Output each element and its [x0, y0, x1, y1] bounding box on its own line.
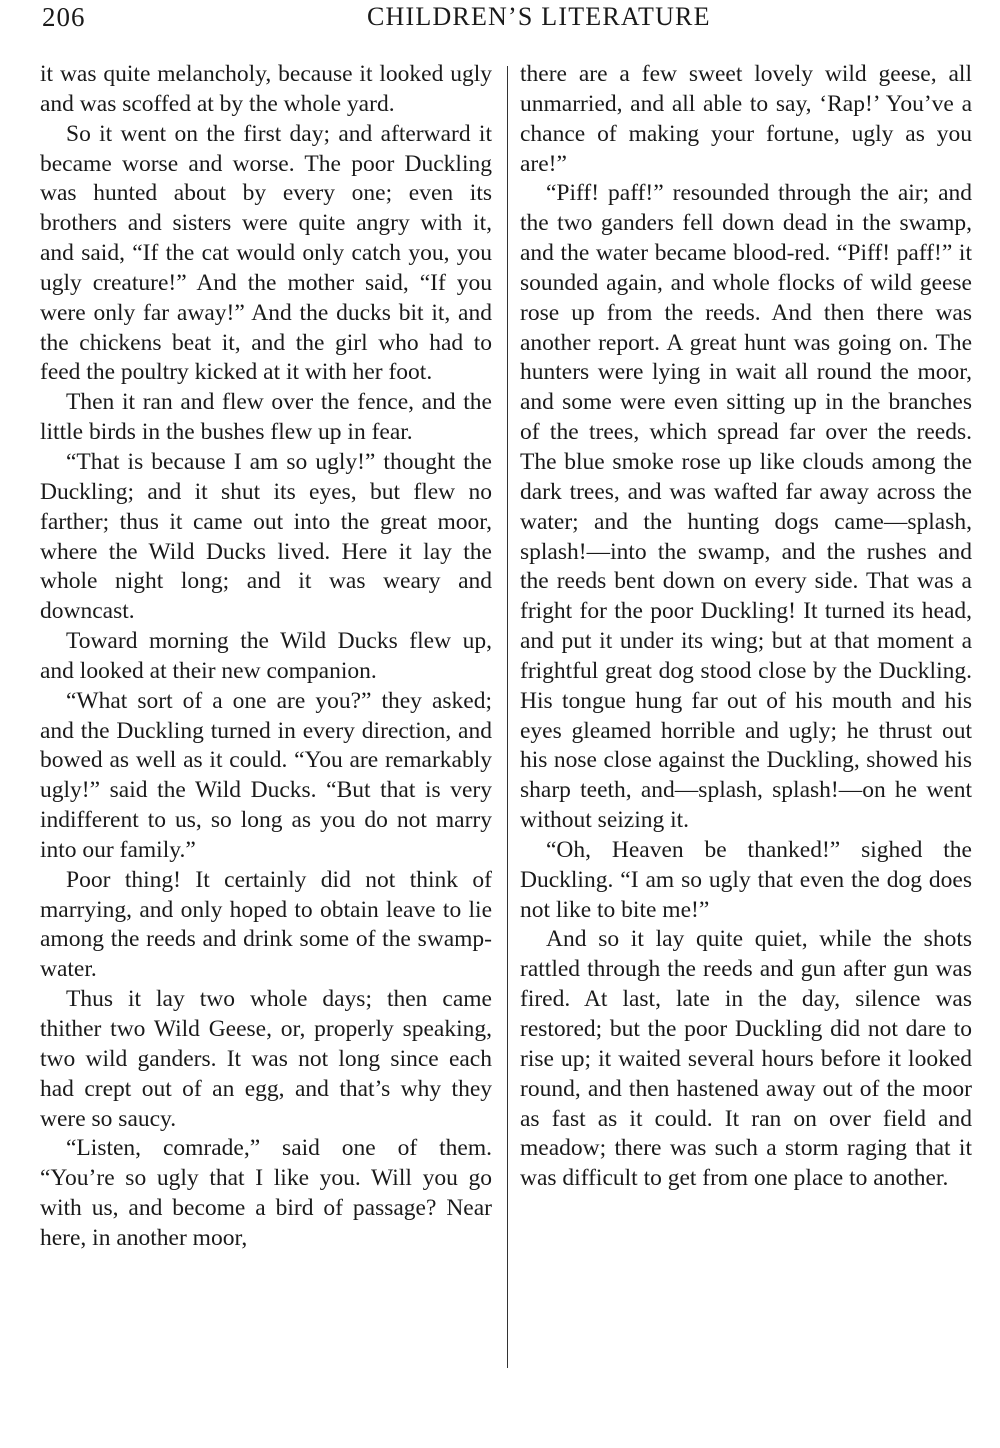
paragraph: “What sort of a one are you?” they asked; and the Duckling turned in every direction, and bowed as well as it could. “You are remarkably ugly!” said the Wild Ducks. “But that is very indifferent to us, so long as you do not marry into our family.”	[40, 687, 492, 863]
left-column	[40, 60, 492, 1254]
paragraph: “That is because I am so ugly!” thought the Duckling; and it shut its eyes, but flew no farther; thus it came out into the great moor, where the Wild Ducks lived. Here it lay the whole night long; and it was weary and downcast.	[40, 448, 492, 625]
paragraph: Poor thing! It certainly did not think of marrying, and only hoped to obtain leave to lie among the reeds and drink some of the swamp-water.	[40, 866, 492, 983]
paragraph: And so it lay quite quiet, while the shots rattled through the reeds and gun after gun was fired. At last, late in the day, silence was restored; but the poor Duckling did not dare to rise up; it waited several hours before it looked round, and then hastened away out of the moor as fast as it could. It ran on over field and meadow; there was such a storm raging that it was difficult to get from one place to another.	[520, 926, 972, 1192]
paragraph: “Piff! paff!” resounded through the air; and the two ganders fell down dead in the swamp, and the water became blood-red. “Piff! paff!” it sounded again, and whole flocks of wild geese rose up from the reeds. And then there was another report. A great hunt was going on. The hunters were lying in wait all round the moor, and some were even sitting up in the branches of the trees, which spread far over the reeds. The blue smoke rose up like clouds among the dark trees, and was wafted far away across the water; and the hunting dogs came—splash, splash!—into the swamp, and the rushes and the reeds bent down on every side. That was a fright for the poor Duckling! It turned its head, and put it under its wing; but at that moment a frightful great dog stood close by the Duckling. His tongue hung far out of his mouth and his eyes gleamed horrible and ugly; he thrust out his nose close against the Duckling, showed his sharp teeth, and—splash, splash!—on he went without seizing it.	[520, 180, 972, 834]
paragraph-continued: it was quite melancholy, because it looked ugly and was scoffed at by the whole yard.	[40, 61, 492, 117]
paragraph: “Listen, comrade,” said one of them. “You’re so ugly that I like you. Will you go with us, and become a bird of passage? Near here, in another moor,	[40, 1135, 492, 1251]
right-column	[520, 60, 972, 1194]
paragraph: Then it ran and flew over the fence, and the little birds in the bushes flew up in fear.	[40, 389, 492, 446]
paragraph: Thus it lay two whole days; then came thither two Wild Geese, or, properly speaking, two wild ganders. It was not long since each had crept out of an egg, and that’s why they were so saucy.	[40, 986, 492, 1132]
page-header	[42, 2, 972, 36]
running-title: CHILDREN’S LITERATURE	[367, 2, 711, 31]
paragraph: Toward morning the Wild Ducks flew up, and looked at their new companion.	[40, 628, 492, 684]
column-divider	[507, 66, 508, 1368]
page-number: 206	[42, 2, 86, 32]
paragraph-continued: there are a few sweet lovely wild geese, all unmarried, and all able to say, ‘Rap!’ You’ve a chance of making your fortune, ugly as you are!”	[520, 61, 972, 177]
paragraph: “Oh, Heaven be thanked!” sighed the Duckling. “I am so ugly that even the dog does not like to bite me!”	[520, 836, 972, 923]
paragraph: So it went on the first day; and afterward it became worse and worse. The poor Duckling was hunted about by every one; even its brothers and sisters were quite angry with it, and said, “If the cat would only catch you, you ugly creature!” And the mother said, “If you were only far away!” And the ducks bit it, and the chickens beat it, and the girl who had to feed the poultry kicked at it with her foot.	[40, 120, 492, 386]
